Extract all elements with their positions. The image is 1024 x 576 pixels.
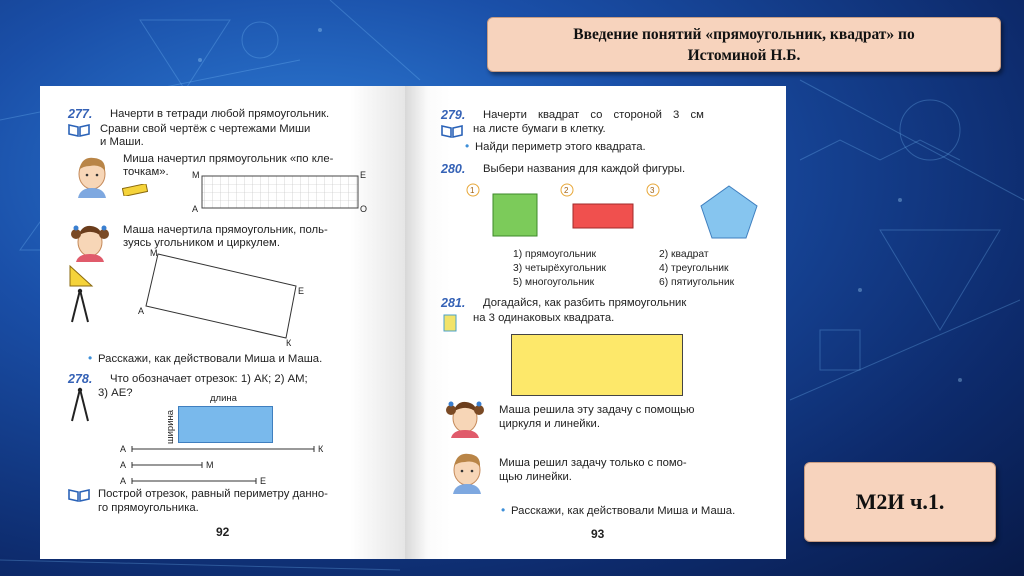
misha-text-line-2: точкам». (123, 166, 169, 178)
task-280-line-1: Выбери названия для каждой фигуры. (483, 163, 686, 175)
task-277-number: 277. (68, 107, 93, 121)
task-281-line-1: Догадайся, как разбить прямоугольник (483, 297, 687, 309)
task-277-line-3: и Маши. (100, 136, 144, 148)
name-6: 6) пятиугольник (659, 277, 735, 288)
name-3: 3) четырёхугольник (513, 263, 606, 274)
segments-diagram (118, 442, 338, 488)
slide-title: Введение понятий «прямоугольник, квадрат» по Истоминой Н.Б. (573, 25, 915, 64)
task-279-line-1: Начерти квадрат со стороной 3 см (483, 109, 704, 121)
task-281-number: 281. (441, 296, 466, 310)
masha-text-line-1: Маша начертила прямоугольник, поль- (123, 224, 328, 236)
misha-text-line-1: Миша начертил прямоугольник «по кле- (123, 153, 334, 165)
bullet-icon: • (88, 351, 93, 365)
misha-label-m: М (192, 170, 200, 180)
task-280-number: 280. (441, 162, 466, 176)
masha-tilted-rectangle (136, 246, 316, 346)
figure-2-label: 2 (564, 186, 569, 195)
green-square (493, 194, 537, 236)
build-line-1: Построй отрезок, равный периметру данно- (98, 488, 328, 500)
puzzle-icon (443, 314, 457, 332)
task-279-line-3: Найди периметр этого квадрата. (475, 141, 646, 153)
figures-row (463, 182, 683, 238)
book-icon (68, 123, 90, 137)
book-icon (68, 488, 90, 502)
textbook-badge (804, 462, 996, 542)
rect-width-label: ширина (165, 409, 176, 444)
figure-1-label: 1 (470, 186, 475, 195)
seg2-b: М (206, 460, 214, 470)
task-279-number: 279. (441, 108, 466, 122)
bullet-icon: • (465, 139, 470, 153)
masha2-line-2: циркуля и линейки. (499, 418, 600, 430)
red-rectangle (573, 204, 633, 228)
task-278-line-1: Что обозначает отрезок: 1) АК; 2) АМ; (110, 373, 308, 385)
misha-label-a: А (192, 204, 199, 214)
seg1-a: А (120, 444, 127, 454)
textbook-badge-label: М2И ч.1. (855, 489, 945, 514)
seg2-a: А (120, 460, 127, 470)
masha-avatar-icon (445, 398, 485, 438)
tell-line-right: Расскажи, как действовали Миша и Маша. (511, 505, 736, 517)
name-5: 5) многоугольник (513, 277, 595, 288)
page-93 (405, 86, 786, 559)
misha-avatar-icon (72, 154, 112, 198)
task-278-line-2: 3) АЕ? (98, 387, 133, 399)
masha-label-k: К (286, 338, 292, 346)
bullet-icon: • (501, 503, 506, 517)
task-277-line-1: Начерти в тетради любой прямоугольник. (110, 108, 330, 120)
figure-3-label: 3 (650, 186, 655, 195)
masha-avatar-icon (70, 222, 110, 262)
page-number-left: 92 (216, 525, 230, 539)
ruler-icon (122, 184, 148, 196)
task-281-line-2: на 3 одинаковых квадрата. (473, 312, 615, 324)
build-line-2: го прямоугольника. (98, 502, 199, 514)
misha-avatar-icon (447, 450, 487, 494)
blue-rectangle (178, 406, 273, 443)
task-278-number: 278. (68, 372, 93, 386)
name-4: 4) треугольник (659, 263, 729, 274)
compass-icon (70, 288, 90, 324)
textbook-spread (40, 86, 786, 559)
page-92 (40, 86, 405, 559)
task-279-line-2: на листе бумаги в клетку. (473, 123, 606, 135)
misha2-line-2: щью линейки. (499, 471, 572, 483)
masha-label-m: М (150, 248, 158, 258)
misha2-line-1: Миша решил задачу только с помо- (499, 457, 687, 469)
book-icon (441, 124, 463, 138)
masha-label-a: А (138, 306, 145, 316)
rect-length-label: длина (210, 393, 237, 404)
masha-label-e: Е (298, 286, 305, 296)
compass-icon (70, 387, 90, 423)
tell-line-left: Расскажи, как действовали Миша и Маша. (98, 353, 323, 365)
misha-label-e: Е (360, 170, 367, 180)
seg3-a: А (120, 476, 127, 486)
set-square-icon (68, 264, 94, 288)
seg1-b: К (318, 444, 324, 454)
page-number-right: 93 (591, 527, 605, 541)
misha-label-o: О (360, 204, 368, 214)
name-1: 1) прямоугольник (513, 249, 596, 260)
masha-text-line-2: зуясь угольником и циркулем. (123, 237, 280, 249)
yellow-rectangle (511, 334, 683, 396)
slide-title-box (487, 17, 1001, 72)
seg3-b: Е (260, 476, 267, 486)
blue-pentagon (699, 182, 761, 240)
misha-grid-rectangle (188, 168, 368, 214)
task-277-line-2: Сравни свой чертёж с чертежами Миши (100, 123, 311, 135)
masha2-line-1: Маша решила эту задачу с помощью (499, 404, 695, 416)
name-2: 2) квадрат (659, 249, 709, 260)
